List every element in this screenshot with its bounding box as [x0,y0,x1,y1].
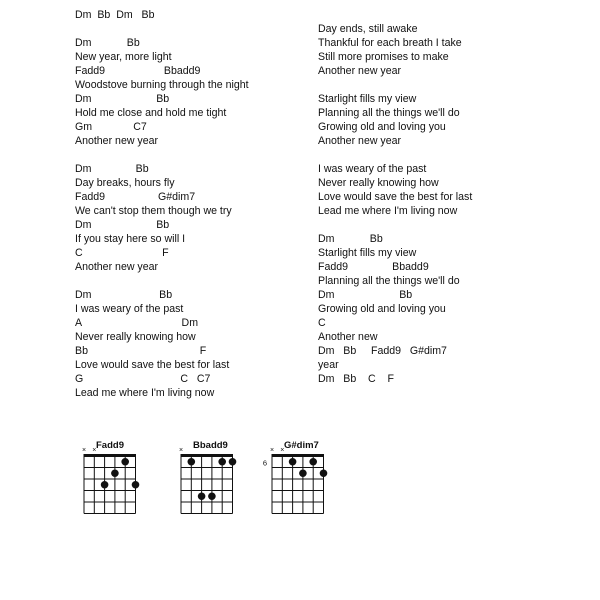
lyric-line: C [318,317,326,329]
lyric-line: I was weary of the past [318,163,427,175]
lyric-line: If you stay here so will I [75,233,186,245]
lyric-line: Dm Bb [318,289,413,301]
nut [272,454,325,457]
lyric-line: Hold me close and hold me tight [75,107,227,119]
lyric-line: Never really knowing how [75,331,196,343]
lyric-line: year [318,359,339,371]
nut [84,454,137,457]
lyric-line: Another new year [318,65,402,77]
lyric-line: Another new year [75,135,159,147]
lyric-line: A Dm [75,317,199,329]
lyric-line: Dm Bb [75,219,170,231]
muted-string-marker: × [81,447,87,454]
lyric-line: Never really knowing how [318,177,439,189]
lyric-line: Growing old and loving you [318,121,446,133]
finger-dot [121,458,129,466]
finger-dot [299,469,307,477]
lyric-line: Dm Bb [75,289,173,301]
lyric-line: Fadd9 Bbadd9 [75,65,201,77]
finger-dot [208,492,216,500]
lyric-line: Day breaks, hours fly [75,177,175,189]
lyric-line: Dm Bb Fadd9 G#dim7 [318,345,447,357]
muted-string-marker: × [92,447,97,454]
lyric-line: Day ends, still awake [318,23,418,35]
lyric-line: Lead me where I'm living now [75,387,215,399]
nut [181,454,234,457]
finger-dot [188,458,196,466]
lyric-line: Dm Bb [75,163,149,175]
lyric-line: I was weary of the past [75,303,184,315]
lyric-line: Woodstove burning through the night [75,79,249,91]
finger-dot [309,458,317,466]
lyric-line: Still more promises to make [318,51,449,63]
muted-string-marker: × [280,447,285,454]
lyric-line: Fadd9 Bbadd9 [318,261,429,273]
finger-dot [111,469,119,477]
lyric-line: Dm Bb [75,93,170,105]
lyric-line: Dm Bb [318,233,383,245]
chord-name: Bbadd9 [193,440,228,451]
lyric-line: Gm C7 [75,121,147,133]
finger-dot [132,481,140,489]
lyric-line: We can't stop them though we try [75,205,232,217]
lyric-line: Dm Bb C F [318,373,394,385]
finger-dot [320,469,328,477]
lyric-line: Bb F [75,345,207,357]
lyric-line: C F [75,247,169,259]
lyric-line: Love would save the best for last [75,359,230,371]
lyric-line: G C C7 [75,373,211,385]
lyric-line: Dm Bb Dm Bb [75,9,155,21]
lyric-line: Another new year [318,135,402,147]
finger-dot [229,458,237,466]
finger-dot [198,492,206,500]
finger-dot [218,458,226,466]
lyric-line: New year, more light [75,51,172,63]
muted-string-marker: × [269,447,275,454]
chord-name: G#dim7 [284,440,319,451]
finger-dot [289,458,297,466]
lyric-line: Starlight fills my view [318,93,417,105]
lyric-line: Another new [318,331,378,343]
lyric-line: Growing old and loving you [318,303,446,315]
lyric-line: Thankful for each breath I take [318,37,462,49]
lyric-line: Starlight fills my view [318,247,417,259]
lyric-line: Planning all the things we'll do [318,275,460,287]
muted-string-marker: × [178,447,184,454]
lyric-line: Fadd9 G#dim7 [75,191,196,203]
lyric-line: Dm Bb [75,37,140,49]
lyric-line: Love would save the best for last [318,191,473,203]
lyric-line: Lead me where I'm living now [318,205,458,217]
chord-name: Fadd9 [96,440,124,451]
lyric-line: Another new year [75,261,159,273]
fret-position-label: 6 [262,458,267,468]
lyric-line: Planning all the things we'll do [318,107,460,119]
finger-dot [101,481,109,489]
